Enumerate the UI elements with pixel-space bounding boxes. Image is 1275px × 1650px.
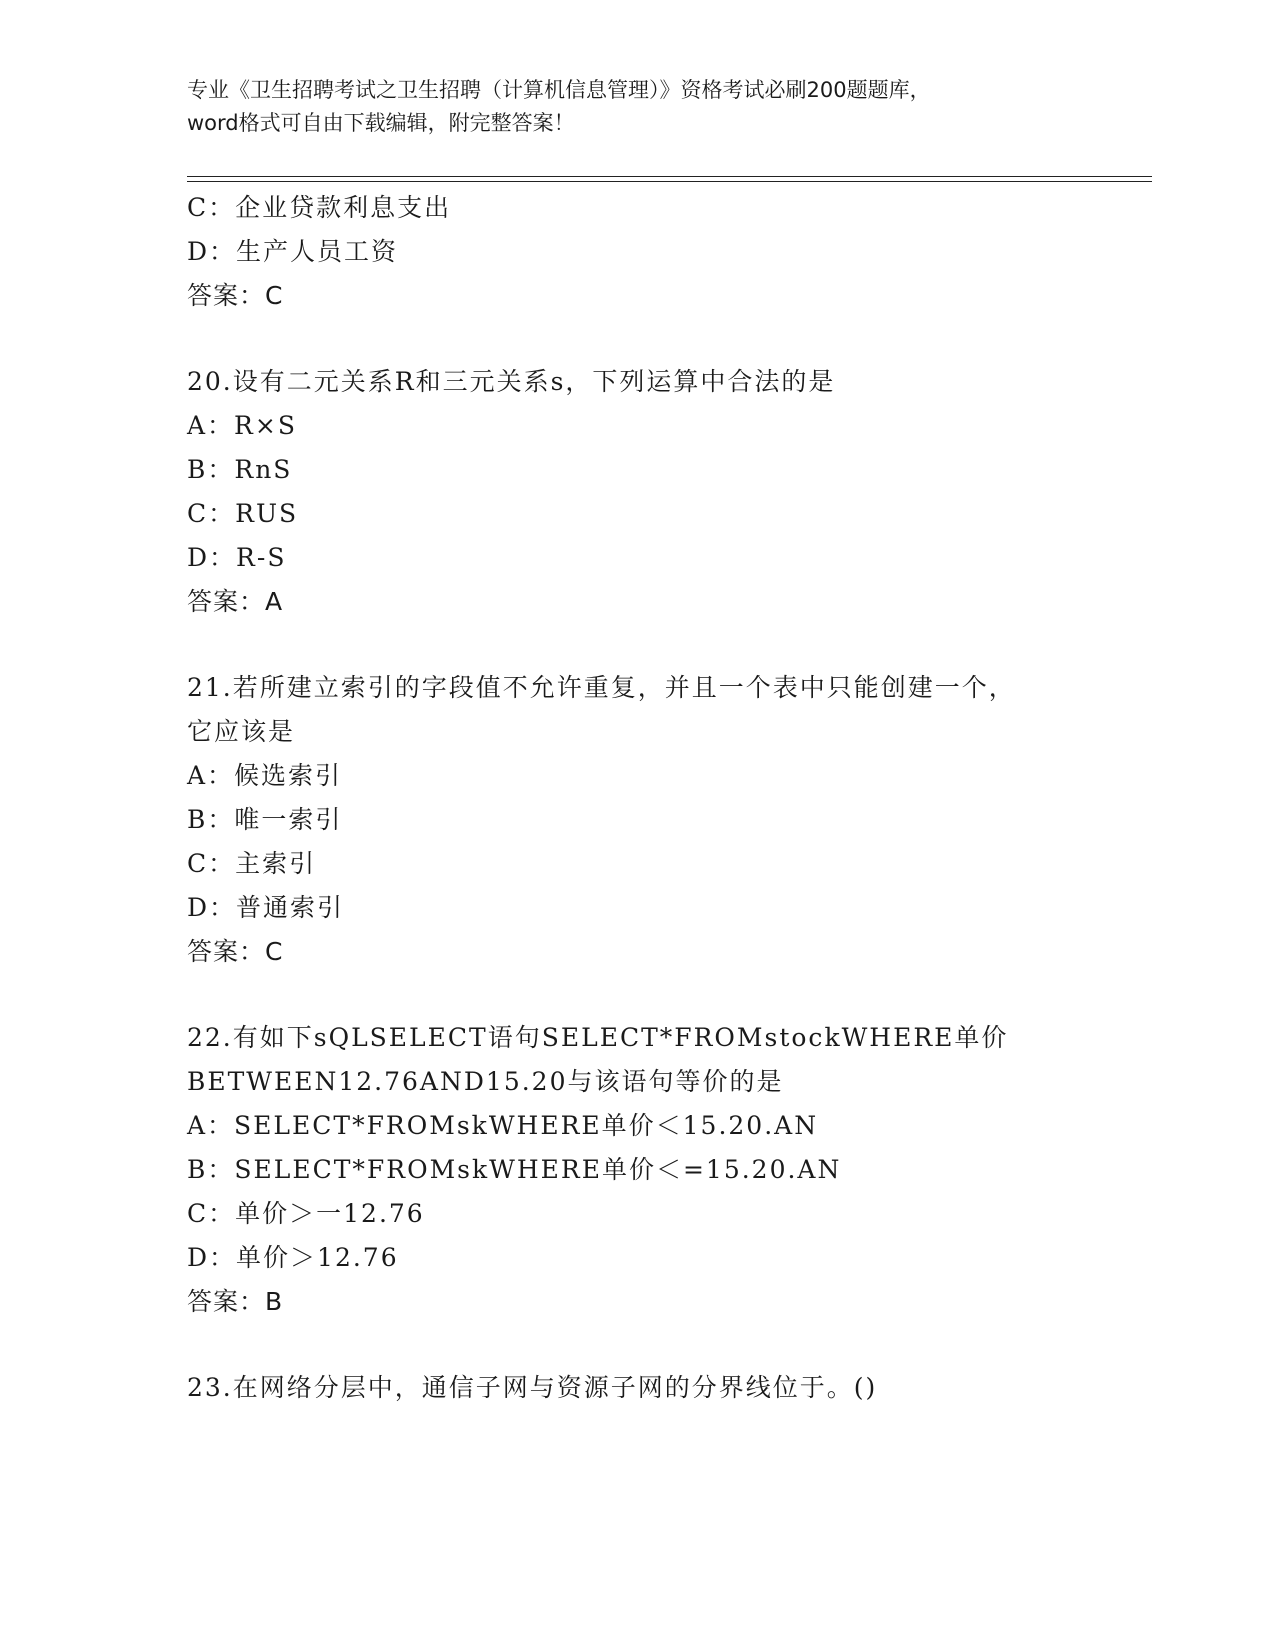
- q21-option-a: A：候选索引: [187, 761, 343, 790]
- q22-option-d: D：单价＞12.76: [187, 1243, 399, 1272]
- q20-option-a: A：R×S: [187, 411, 297, 440]
- q22-option-c: C：单价＞一12.76: [187, 1199, 425, 1228]
- header-title-line-2: word格式可自由下载编辑，附完整答案！: [187, 111, 575, 135]
- prev-answer: 答案：C: [187, 281, 284, 310]
- q21-stem-line-1: 21.若所建立索引的字段值不允许重复，并且一个表中只能创建一个，: [187, 673, 1016, 702]
- header-divider-bottom: [187, 181, 1152, 182]
- q20-answer: 答案：A: [187, 587, 284, 616]
- prev-option-c: C：企业贷款利息支出: [187, 193, 452, 222]
- q23-stem: 23.在网络分层中，通信子网与资源子网的分界线位于。(): [187, 1373, 878, 1402]
- q21-option-d: D：普通索引: [187, 893, 345, 922]
- q22-option-b: B：SELECT*FROMskWHERE单价＜=15.20.AN: [187, 1155, 842, 1184]
- header-divider-top: [187, 176, 1152, 177]
- q20-option-c: C：RUS: [187, 499, 299, 528]
- q21-option-b: B：唯一索引: [187, 805, 343, 834]
- prev-option-d: D：生产人员工资: [187, 237, 399, 266]
- q22-stem-line-1: 22.有如下sQLSELECT语句SELECT*FROMstockWHERE单价: [187, 1023, 1009, 1052]
- q20-option-b: B：RnS: [187, 455, 293, 484]
- q20-option-d: D：R-S: [187, 543, 287, 572]
- q20-stem: 20.设有二元关系R和三元关系s，下列运算中合法的是: [187, 367, 836, 396]
- header-title-line-1: 专业《卫生招聘考试之卫生招聘（计算机信息管理）》资格考试必刷200题题库，: [187, 78, 931, 102]
- q22-stem-line-2: BETWEEN12.76AND15.20与该语句等价的是: [187, 1067, 784, 1096]
- q21-option-c: C：主索引: [187, 849, 317, 878]
- document-header: [187, 74, 1147, 140]
- q21-answer: 答案：C: [187, 937, 284, 966]
- q22-answer: 答案：B: [187, 1287, 284, 1316]
- q22-option-a: A：SELECT*FROMskWHERE单价＜15.20.AN: [187, 1111, 819, 1140]
- q21-stem-line-2: 它应该是: [187, 717, 296, 746]
